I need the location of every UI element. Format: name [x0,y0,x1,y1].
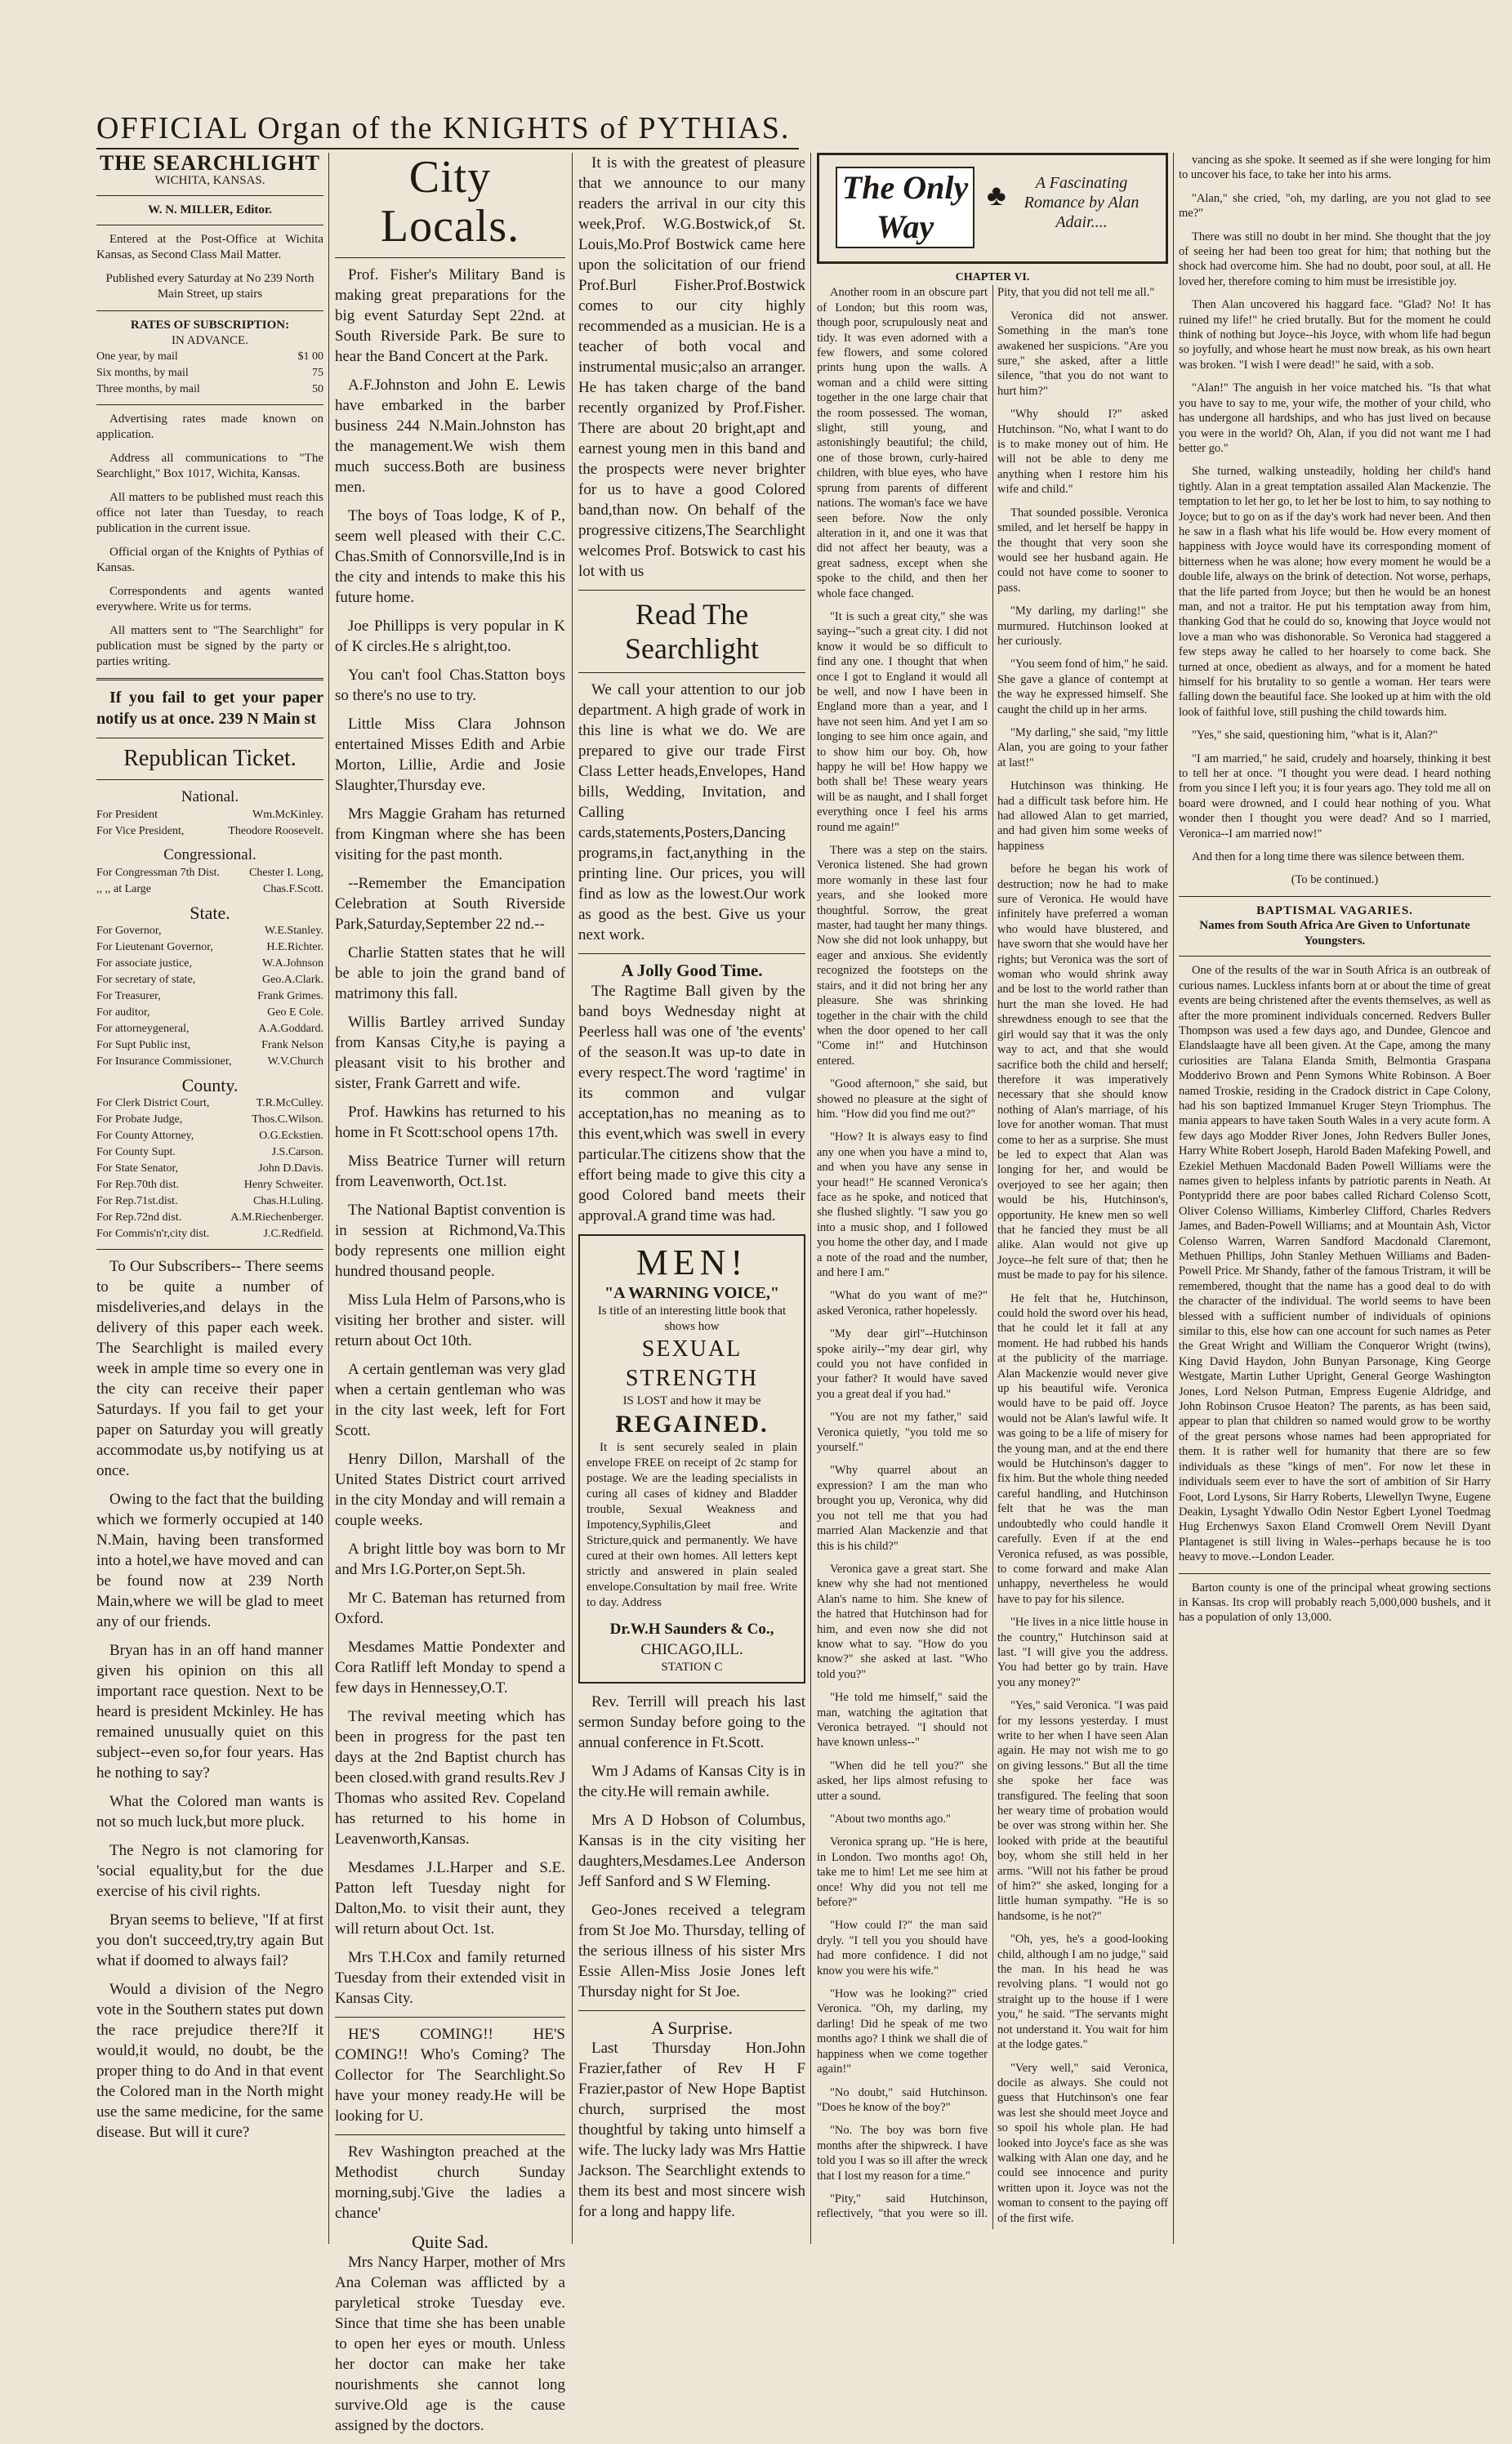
local-item: Joe Phillipps is very popular in K of K circles.He s alright,too. [335,618,565,655]
chapter-heading: CHAPTER VI. [955,271,1030,283]
story-paragraph: "What do you want of me?" asked Veronica, rather hopelessly. [817,1289,988,1318]
ticket-row: For Rep.72nd dist. A.M.Riechenberger. [96,1211,323,1224]
ticket-row: For Clerk District Court, T.R.McCulley. [96,1097,323,1109]
entered-notice: Entered at the Post-Office at Wichita Kansas, as Second Class Mail Matter. [96,233,323,261]
story-paragraph: "You seem fond of him," he said. She gave a glance of contempt at the way he expressed himself. She caught the child up in her arms. [997,658,1168,716]
paper-place: WICHITA, KANSAS. [154,174,265,187]
men-headline: MEN! [636,1242,748,1282]
county-table [96,1095,323,1242]
quite-sad-title: Quite Sad. [412,2232,488,2252]
column-rule [572,153,573,2244]
column-1 [96,153,323,2151]
story-paragraph: "Very well," said Veronica, docile as always. She could not guess that Hutchinson's one fear was lest she should meet Joyce and so spoil his whole plan. He had looked into Joyce's face as she was walking with Alan one day, and he could see innocence and purity written upon it. Joyce was not the woman to consent to the paying off of the first wife. [997,2061,1168,2225]
story-paragraph: "How could I?" the man said dryly. "I tell you you should have had more confidence. I did not know you were his wife." [817,1919,988,1978]
story-paragraph: Hutchinson was thinking. He had a difficult task before him. He had allowed Alan to get married, and had given him some weeks of happiness [997,779,1168,853]
story-paragraph: "No doubt," said Hutchinson. "Does he know of the boy?" [817,2085,988,2114]
local-item: Miss Beatrice Turner will return from Leavenworth, Oct.1st. [335,1153,565,1190]
ticket-row: For Congressman 7th Dist. Chester I. Long, [96,867,323,879]
ticket-row: For Rep.71st.dist. Chas.H.Luling. [96,1195,323,1207]
sexual-strength: SEXUAL STRENGTH [625,1336,759,1391]
notify-notice: If you fail to get your paper notify us at once. 239 N Main st [96,689,323,728]
men-advertisement [578,1234,805,1684]
story-paragraph: "It is such a great city," she was saying--"such a great city. I did not know it would be so difficult to find any one. I thought that when once I got to England it would all be well, and now I have been in England more than a year, and I have not seen him. And yet I am so longing to see him once again, and to show him our boy. Oh, how happy he will be! How happy we both shall be! These weary years will be as naught, and I shall forget everything once I feel his arms round me again!" [817,609,988,834]
story-paragraph: "Yes," said Veronica. "I was paid for my lessons yesterday. I must write to her when I have seen Alan again. He may not wish me to go on giving lessons." But all the time she spoke her face was transfigured. The feeling that soon her weary time of probation would be over was strong within her. She looked with pride at the beautiful boy, whom she still held in her arms. "Will not his father be proud of him?" she asked, longing for a little human sympathy. "He is so handsome, is he not?" [997,1699,1168,1923]
story-paragraph: before he began his work of destruction; now he had to make sure of Veronica. He would have infinitely have preferred a woman who would have blustered, and have sworn that she would have her rights; but Veronica was the sort of woman who would shrink away and be lost to the world rather than hurt the man she loved. He had shrewdness enough to see that the girl would say that it was the only way to act, and that she would sacrifice both the child and herself; therefore it was imperatively necessary that she should know nothing of Alan's marriage, of his love for another woman. That must come to her as a surprise. She must be led to expect that Alan was longing for her, and would be overjoyed to see her again; then would be his, Hutchinson's, opportunity. He knew men so well that he fancied they must be all alike. Alan would not give up Joyce--he felt sure of that; then he must be made to pay for his silence. [997,863,1168,1282]
local-item: Rev. Terrill will preach his last sermon Sunday before going to the annual conference in Ft.Scott. [578,1693,805,1751]
local-item: HE'S COMING!! HE'S COMING!! Who's Coming? The Collector for The Searchlight.So have your money ready.He will be looking for U. [335,2026,565,2125]
column-rule [810,153,811,2244]
congress-table [96,865,323,898]
lost-line: IS LOST and how it may be [622,1394,761,1407]
local-item: A certain gentleman was very glad when a certain gentleman who was in the city last week, left for Fort Scott. [335,1361,565,1439]
editorial-paragraph: Bryan seems to believe, "If at first you don't succeed,try,try again But what if doomed to always fail? [96,1911,323,1969]
state-heading: State. [190,903,230,923]
story-header [817,153,1168,264]
column-2 [335,153,565,2444]
local-item: The National Baptist convention is in session at Richmond,Va.This body represents one million eight hundred thousand people. [335,1202,565,1280]
local-item: A.F.Johnston and John E. Lewis have embarked in the barber business 244 N.Main.Johnston has the management.We wish them much success.Both are business men. [335,377,565,496]
local-item: Willis Bartley arrived Sunday from Kansas City,he is paying a pleasant visit to his brother and sister, Frank Garrett and wife. [335,1014,565,1092]
local-item: Prof. Hawkins has returned to his home in Ft Scott:school opens 17th. [335,1104,565,1141]
editorial-paragraph: Would a division of the Negro vote in the Southern states put down the race prejudice there?If it would,it would, no doubt, be the proper thing to do And in that event the Colored man in the North might use the same medicine, for the same disease. But will it cure? [96,1981,323,2141]
ticket-row: For President Wm.McKinley. [96,809,323,821]
jolly-title: A Jolly Good Time. [621,961,763,980]
ticket-row: For Commis'n'r,city dist. J.C.Redfield. [96,1228,323,1240]
read-searchlight-ad: Read The Searchlight [625,598,759,665]
local-item: Charlie Statten states that he will be able to join the grand band of matrimony this fall. [335,944,565,1002]
jolly-text: The Ragtime Ball given by the band boys Wednesday night at Peerless hall was one of 'the events' of the season.It was up-to date in every respect.The word 'ragtime' in its common and vulgar acceptation,has no meaning as to this event,which was swell in every particular.The citizens show that the effort being made to give this city a good Colored band meets their approval.A grand time was had. [578,983,805,1224]
local-item: You can't fool Chas.Statton boys so there's no use to try. [335,667,565,704]
editorial-paragraph: Bryan has in an off hand manner given his opinion on this all important race question. Next to be heard is president Mckinley. He has remained unusually quiet on this subject--even so,for four years. Has he nothing to say? [96,1642,323,1782]
baptismal-title: BAPTISMAL VAGARIES. [1256,903,1413,917]
story-paragraph: "How? It is always easy to find any one when you have a mind to, and when you have any sense in your head!" He scanned Veronica's face as he spoke, and noticed that she flushed slightly. "I saw you go into a music shop, and I followed you home the other day, and I made a note of the road and the number, and here I am." [817,1131,988,1279]
story-paragraph: "Why should I?" asked Hutchinson. "No, what I want to do is to make money out of him. He will not be able to deny me anything when I restore him his wife and child." [997,408,1168,497]
to-be-continued: (To be continued.) [1291,873,1379,887]
editorial-paragraph: The Negro is not clamoring for 'social equality,but for the due exercise of his civil rights. [96,1842,323,1900]
ticket-row: For State Senator, John D.Davis. [96,1162,323,1175]
story-paragraph: "Yes," she said, questioning him, "what is it, Alan?" [1192,729,1438,743]
local-item: Mr C. Bateman has returned from Oxford. [335,1590,565,1627]
story-paragraph: Veronica gave a great start. She knew why she had not mentioned Alan's name to him. She knew of the hatred that Hutchinson had for him, and even now she did not know what to say. "How do you know?" she asked at last. "Who told you?" [817,1562,988,1681]
editorial-paragraph: Owing to the fact that the building which we formerly occupied at 140 N.Main, having been transformed into a hotel,we have moved and can be found now at 239 North Main,where we will be glad to meet any of our friends. [96,1491,323,1630]
story-subtitle: A Fascinating Romance by Alan Adair.... [1024,174,1140,231]
ticket-row: For associate justice, W.A.Johnson [96,957,323,970]
national-heading: National. [181,788,239,805]
story-paragraph: There was a step on the stairs. Veronica listened. She had grown more womanly in these last four years, and she looked more thoughtful. Sorrow, the great master, had taught her many things. Now she did not look unhappy, but eager and anxious. She evidently recognized the footsteps on the stairs, and it did not bring her any pleasure. She was shrinking together in the chair with the child when the door opened to her call "Come in!" and Hutchinson entered. [817,844,988,1068]
story-paragraph: "Alan," she cried, "oh, my darling, are you not glad to see me?" [1179,191,1491,221]
ticket-row: For Insurance Commissioner, W.V.Church [96,1055,323,1068]
column-4 [817,153,1168,2229]
ticket-row: For County Supt. J.S.Carson. [96,1146,323,1158]
local-item: A bright little boy was born to Mr and Mrs I.G.Porter,on Sept.5h. [335,1541,565,1578]
local-item: The boys of Toas lodge, K of P., seem well pleased with their C.C. Chas.Smith of Connorsville,Ind is in the city and intends to make this his future home. [335,507,565,606]
ad-station: STATION C [661,1661,723,1674]
column-rule [1173,153,1174,2244]
local-item: Little Miss Clara Johnson entertained Misses Edith and Arbie Morton, Lillie, Ardie and Josie Slaughter,Thursday eve. [335,716,565,794]
warning-voice: "A WARNING VOICE," [604,1284,779,1302]
rate-row: Three months, by mail 50 [96,383,323,395]
story-paragraph: There was still no doubt in her mind. She thought that the joy of seeing her had been too great for him; that nothing but the shock had overcome him. She had no doubt, poor soul, at all. He loved her, therefore coming to him must be irresistible joy. [1179,230,1491,288]
local-item: Mesdames J.L.Harper and S.E. Patton left Tuesday night for Dalton,Mo. to visit their aunt, they will return about Oct. 1st. [335,1859,565,1938]
rates-table [96,349,323,398]
local-item: --Remember the Emancipation Celebration at South Riverside Park,Saturday,September 22 nd.-- [335,875,565,933]
ticket-row: For Probate Judge, Thos.C.Wilson. [96,1113,323,1126]
story-paragraph: "How was he looking?" cried Veronica. "Oh, my darling, my darling! Did he speak of me two months ago? I think we shall die of happiness when we come together again!" [817,1987,988,2076]
newspaper-page [96,110,1491,2434]
baptismal-subtitle: Names from South Africa Are Given to Unfortunate Youngsters. [1199,919,1470,948]
story-title: The Only Way [836,167,975,248]
ticket-row: For Rep.70th dist. Henry Schweiter. [96,1179,323,1191]
story-paragraph: "He lives in a nice little house in the country," Hutchinson said at last. "I will give you the address. You had better go by train. Have you any money?" [997,1616,1168,1689]
story-paragraph: vancing as she spoke. It seemed as if she were longing for him to uncover his face, to take her into his arms. [1179,154,1491,182]
ticket-row: For Governor, W.E.Stanley. [96,925,323,937]
editor-line: W. N. MILLER, Editor. [148,203,272,216]
ticket-row: For Treasurer, Frank Grimes. [96,990,323,1002]
paper-name: THE SEARCHLIGHT [99,153,320,175]
column-3 [578,153,805,2230]
local-item: Wm J Adams of Kansas City is in the city.He will remain awhile. [578,1763,805,1800]
story-paragraph: Then Alan uncovered his haggard face. "Glad? No! It has ruined my life!" he cried brutally. But for the moment he could think of nothing but Joyce--his Joyce, with whom life had begun so joyfully, and whose heart he must now break, as his own heart was broken. "I wish I were dead!" he said, with a sob. [1179,298,1491,372]
ticket-title: Republican Ticket. [123,746,297,771]
story-paragraph: "My darling," she said, "my little Alan, you are going to your father at last!" [997,725,1168,769]
ticket-row: For secretary of state, Geo.A.Clark. [96,974,323,986]
story-paragraph: "Pity," said Hutchinson, reflectively, "that you were so ill. Pity, that you did not tell me all." [817,286,1155,2221]
barton-county-item: Barton county is one of the principal wheat growing sections in Kansas. Its crop will probably reach 5,000,000 bushels, and it has a population of only 13,000. [1179,1581,1491,1625]
national-table [96,807,323,840]
rate-row: One year, by mail $1 00 [96,350,323,363]
ad-doctor: Dr.W.H Saunders & Co., [609,1621,774,1638]
story-text [817,285,1168,2229]
story-paragraph: He felt that he, Hutchinson, could hold the sword over his head, that he could let it fall at any moment. He had rubbed his hands at the publicity of the marriage. Alan Mackenzie would never give up his beautiful wife. Veronica would have to be paid off. Joyce would not be Alan's lawful wife. It was going to be a life of misery for the young man, and at the end there would be Hutchinson's dagger to fix him. But the whole thing needed careful handling, and Hutchinson felt that he was the man undoubtedly who could handle it carefully. Even if at the end Veronica refused, as was possible, to come forward and make Alan unhappy, nevertheless he would have to pay for his silence. [997,1291,1168,1606]
rates-sub: IN ADVANCE. [172,334,248,347]
story-paragraph: "No. The boy was born five months after the shipwreck. I have told you I was so ill after the wreck that I lost my reason for a time." [817,2124,988,2183]
notice: Official organ of the Knights of Pythias of Kansas. [96,546,323,574]
column-5 [1179,153,1491,1634]
story-paragraph: That sounded possible. Veronica smiled, and let herself be happy in the thought that very soon she would see her husband again. He could not have come to sooner to pass. [997,506,1168,595]
local-item: Mrs T.H.Cox and family returned Tuesday from their extended visit in Kansas City. [335,1949,565,2007]
story-paragraph: "He told me himself," said the man, watching the agitation that Veronica betrayed. "I should not have known unless--" [817,1691,988,1750]
ad-body: It is sent securely sealed in plain envelope FREE on receipt of 2c stamp for postage. We are the leading specialists in curing all cases of kidney and Bladder trouble, Sexual Weakness and Impotency,Syphilis,Gleet and Stricture,quick and permanently. We have cured at their own homes. All letters kept strictly and answered in plain sealed envelope.Consultation by mail free. Write to day. Address [587,1441,797,1609]
surprise-title: A Surprise. [651,2018,733,2038]
state-table [96,923,323,1070]
surprise-text: Last Thursday Hon.John Frazier,father of Rev H F Frazier,pastor of New Hope Baptist church, surprised the most thoughtful by taking unto himself a wife. The lucky lady was Mrs Hattie Jackson. The Searchlight extends to them its best and most sincere wish for a long and happy life. [578,2040,805,2220]
ad-city: CHICAGO,ILL. [640,1641,743,1658]
notice: Address all communications to "The Searchlight," Box 1017, Wichita, Kansas. [96,452,323,480]
local-item: Rev Washington preached at the Methodist church Sunday morning,subj.'Give the ladies a chance' [335,2143,565,2222]
notice: Advertising rates made known on application. [96,413,323,441]
local-item: Mrs Maggie Graham has returned from Kingman where she has been visiting for the past month. [335,805,565,863]
story-paragraph: She turned, walking unsteadily, holding her child's hand tightly. Alan in a great temptation assailed Alan Mackenzie. The temptation to let her go, to let her be lost to him, to say nothing to Joyce; but to go on as if the day's work had never been. And then he saw in a flash what his life would be. How every moment of happiness with Joyce would have its corresponding moment of bitterness when he was alone; how every moment he would be a double life, always on the brink of detection. Not worse, perhaps, that the life parted from Joyce; but then he would be an honest man, and not a traitor. He put his temptation away from him, thanking God that he could do so, knowing that Joyce would not love a man who was dishonorable. So Veronica had staggered a few steps away he called to her hoarsely to come back. She turned at once, obedient as always, and for a moment he hated himself for his brutality to so gentle a woman. Her tears were falling down the beautiful face. She looked up at him with the old look of faithful love, still pushing the child towards him. [1179,465,1491,719]
quite-sad-text: Mrs Nancy Harper, mother of Mrs Ana Coleman was afflicted by a paryletical stroke Tuesday eve. Since that time she has been unable to open her eyes or mouth. Unless her doctor can make her take nourishments she cannot long survive.Old age is the cause assigned by the doctors. [335,2254,565,2434]
story-paragraph: "My dear girl"--Hutchinson spoke airily--"my dear girl, why could you not have confided in your father? It would have saved you a great deal if you had." [817,1327,988,1401]
published-notice: Published every Saturday at No 239 North Main Street, up stairs [105,272,314,301]
story-paragraph: Veronica did not answer. Something in the man's tone awakened her suspicions. "Are you sure," she asked, after a little silence, "that you do not want to hurt him?" [997,309,1168,398]
warning-sub: Is title of an interesting little book that shows how [597,1305,787,1333]
story-paragraph: "I am married," he said, crudely and hoarsely, thinking it best to tell her at once. "I thought you were dead. I heard nothing from you since I left you; it is four years ago. They told me all on board were drowned, and I could hear nothing of you. What wonder then I thought you were dead? And so I married, Veronica--I am married now!" [1179,751,1491,841]
regained: REGAINED. [615,1411,769,1438]
notice: All matters sent to "The Searchlight" for publication must be signed by the party or parties writing. [96,624,323,668]
ticket-row: ,, ,, at Large Chas.F.Scott. [96,883,323,895]
city-locals-title: City Locals. [380,153,520,252]
story-paragraph: "You are not my father," said Veronica quietly, "you told me so yourself." [817,1411,988,1455]
local-item: Geo-Jones received a telegram from St Joe Mo. Thursday, telling of the serious illness of his sister Mrs Essie Allen-Miss Josie Jones left Thursday night for St Joe. [578,1902,805,2000]
story-paragraph: "Alan!" The anguish in her voice matched his. "Is that what you have to say to me, your wife, the mother of your child, who has undergone all hardships, and who has just lived on because you were in the world? Oh, Alan, if you did not want me I had better go." [1179,381,1491,455]
local-item: Prof. Fisher's Military Band is making great preparations for the big event Saturday Sept 22nd. at South Riverside Park. Be sure to hear the Band Concert at the Park. [335,266,565,365]
story-paragraph: "When did he tell you?" she asked, her lips almost refusing to utter a sound. [817,1759,988,1803]
ticket-row: For attorneygeneral, A.A.Goddard. [96,1023,323,1035]
rates-title: RATES OF SUBSCRIPTION: [130,319,290,332]
local-item: Miss Lula Helm of Parsons,who is visiting her brother and sister. will return about Oct 10th. [335,1291,565,1349]
bostwick-announcement: It is with the greatest of pleasure that we announce to our many readers the arrival in our city this week,Prof. W.G.Bostwick,of St. Louis,Mo.Prof Bostwick came here upon the solicitation of our friend Prof.Burl Fisher.Prof.Bostwick comes to our city highly recommended as a musician. He is a teacher of both vocal and instrumental music;also an arranger. He has taken charge of the band recently organized by Prof.Fisher. There are about 20 bright,apt and earnest young men in this band and the prospects were never brighter for us to have a good Colored band,than now. On behalf of the progressive citizens,The Searchlight welcomes Prof. Botswick to cast his lot with us [578,154,805,580]
masthead: OFFICIAL Organ of the KNIGHTS of PYTHIAS. [96,110,799,149]
ticket-row: For Vice President, Theodore Roosevelt. [96,825,323,837]
story-paragraph: Another room in an obscure part of London; but this room was, though poor, scrupulously neat and tidy. It was even adorned with a few flowers, and some colored prints hung upon the walls. A woman and a child were sitting together in the one large chair that the room possessed. The woman, slight, still young, and astonishingly beautiful; the child, one of those brown, curly-haired children, with blue eyes, who have sprung from parents of different nations. The woman's face we have seen before. Now the only alteration in it, and one it was that did not affect her beauty, was a great sadness, except when she spoke to the child, and then her whole face changed. [817,286,988,600]
story-paragraph: And then for a long time there was silence between them. [1192,850,1465,864]
story-paragraph: "My darling, my darling!" she murmured. Hutchinson looked at her curiously. [997,604,1168,648]
ticket-row: For County Attorney, O.G.Eckstien. [96,1130,323,1142]
story-paragraph: "About two months ago." [830,1813,951,1826]
county-heading: County. [181,1075,239,1095]
local-item: Mrs A D Hobson of Columbus, Kansas is in the city visiting her daughters,Mesdames.Lee Anderson Jeff Sanford and S W Fleming. [578,1812,805,1890]
congressional-heading: Congressional. [163,846,256,863]
clover-ornament-icon: ♣ [987,179,1006,212]
job-department-text: We call your attention to our job department. A high grade of work in this line is what we do. We are prepared to give our trade First Class Letter heads,Envelopes, Hand bills, Wedding, Invitation, and Calling cards,statements,Posters,Dancing programs,in fact,anything in the printing line. Our prices, you will find as low as the lowest.Our work as good as the best. Give us your next work. [578,681,805,943]
ticket-row: For Supt Public inst, Frank Nelson [96,1039,323,1051]
story-paragraph: "Good afternoon," she said, but showed no pleasure at the sight of him. "How did you find me out?" [817,1077,988,1121]
notice: Correspondents and agents wanted everywhere. Write us for terms. [96,585,323,613]
notice: All matters to be published must reach this office not later than Tuesday, to reach publication in the current issue. [96,491,323,535]
local-item: Mesdames Mattie Pondexter and Cora Ratliff left Monday to spend a few days in Hennessey,O.T. [335,1639,565,1697]
story-paragraph: "Oh, yes, he's a good-looking child, although I am no judge," said the man. In his head he was revolving plans. "I would not go straight up to the house if I were you," he said. "The servants might not understand it. You wait for him at the lodge gates." [997,1933,1168,2052]
local-item: The revival meeting which has been in progress for the past ten days at the 2nd Baptist church has been closed.with grand results.Rev J Thomas who assited Rev. Copeland has returned to his home in Leavenworth,Kansas. [335,1708,565,1848]
story-paragraph: "Why quarrel about an expression? I am the man who brought you up, Veronica, why did you not tell me that you had married Alan Mackenzie and that this is his child?" [817,1464,988,1553]
editorial-paragraph: What the Colored man wants is not so much luck,but more pluck. [96,1793,323,1831]
ticket-row: For auditor, Geo E Cole. [96,1006,323,1019]
rate-row: Six months, by mail 75 [96,367,323,379]
ticket-row: For Lieutenant Governor, H.E.Richter. [96,941,323,953]
baptismal-text: One of the results of the war in South Africa is an outbreak of curious names. Luckless infants born at or about the time of great events are being christened after the events themselves, as well as after the more prominent individuals concerned. Redvers Buller Thompson was used a few days ago, and Dundee, Glencoe and Elandslaagte have all been given. At the Cape, among the many curiosities are Talana Elanda Smith, Belmontia Graspana Modderivo Brown and Penn Symons White Robinson. A Boer named Troskie, residing in the Cradock district in Cape Colony, had his son baptized Immanuel Kruger Steyn Triomphus. The mania appears to have taken South Wales in a very acute form. A few days ago Modder River Jones, John Redvers Buller Jones, Harry White Robert Joseph, Harold Baden Mafeking Powell, and Ezekiel Methuen Macdonald Baden Powell Williams were the names given to helpless infants by patriotic parents in Neath. At Pontypridd there are poor babes called Richard Colenso Scott, Oliver Colenso Williams, Kimberley Clifford, Charles Redvers James, and Baden-Powell Williams; and at Mountain Ash, Victor Colenso Warren, Warren Sandford Macdonald Claremont, Methuen Phillips, John Stanley Methuen Williams and Baden-Powell Price. Mr Shandy, father of the famous Tristram, it will be remembered, thought that the name has a good deal to do with the character of the individual. The world seems to have been blessed with a sufficient number of individuals of opinions similar to this, else how can one account for such names as Peter the Great Wright and William the Conqueror Wright (twins), King David Haydon, John Bunyan Parsonage, King George Westgate, Martin Luther Upright, General George Washington Jones, Lord Nelson Putman, Empress Eugenie Aldridge, and John Robinson Crusoe Heaton? The parents, as has been said, appear to plan that children so named would grow to be worthy of the great persons whose names had been appropriated for them. It is rather well for humanity that there are so few individuals as these "kings of men". For now let these in individuals seem ever to have the sort of ambition of Sir Harry Foot, Lord Lysons, Sir Harry Roberts, Llewellyn Twyne, Eugene Deakin, Lysaght Ydwallo Odin Nestor Egbert Lyonel Toedmag Hug Erchenwys Saxon Eland Cromwell Orem Nevill Dyant Plantagenet is still living in Wales--perhaps because he is too heavy to move.--London Leader. [1179,964,1491,1564]
column-rule [328,153,329,2244]
editorial-paragraph: To Our Subscribers-- There seems to be quite a number of misdeliveries,and delays in the delivery of this paper each week. The Searchlight is mailed every week in ample time so every one in the city can receive their paper Saturdays. If you fail to get your paper on Saturday you will greatly accommodate us,by notifying us at once. [96,1258,323,1479]
story-paragraph: Veronica sprang up. "He is here, in London. Two months ago! Oh, take me to him! Let me see him at once! Why did you not tell me before?" [817,1835,988,1910]
local-item: Henry Dillon, Marshall of the United States District court arrived in the city Monday and will remain a couple weeks. [335,1451,565,1529]
